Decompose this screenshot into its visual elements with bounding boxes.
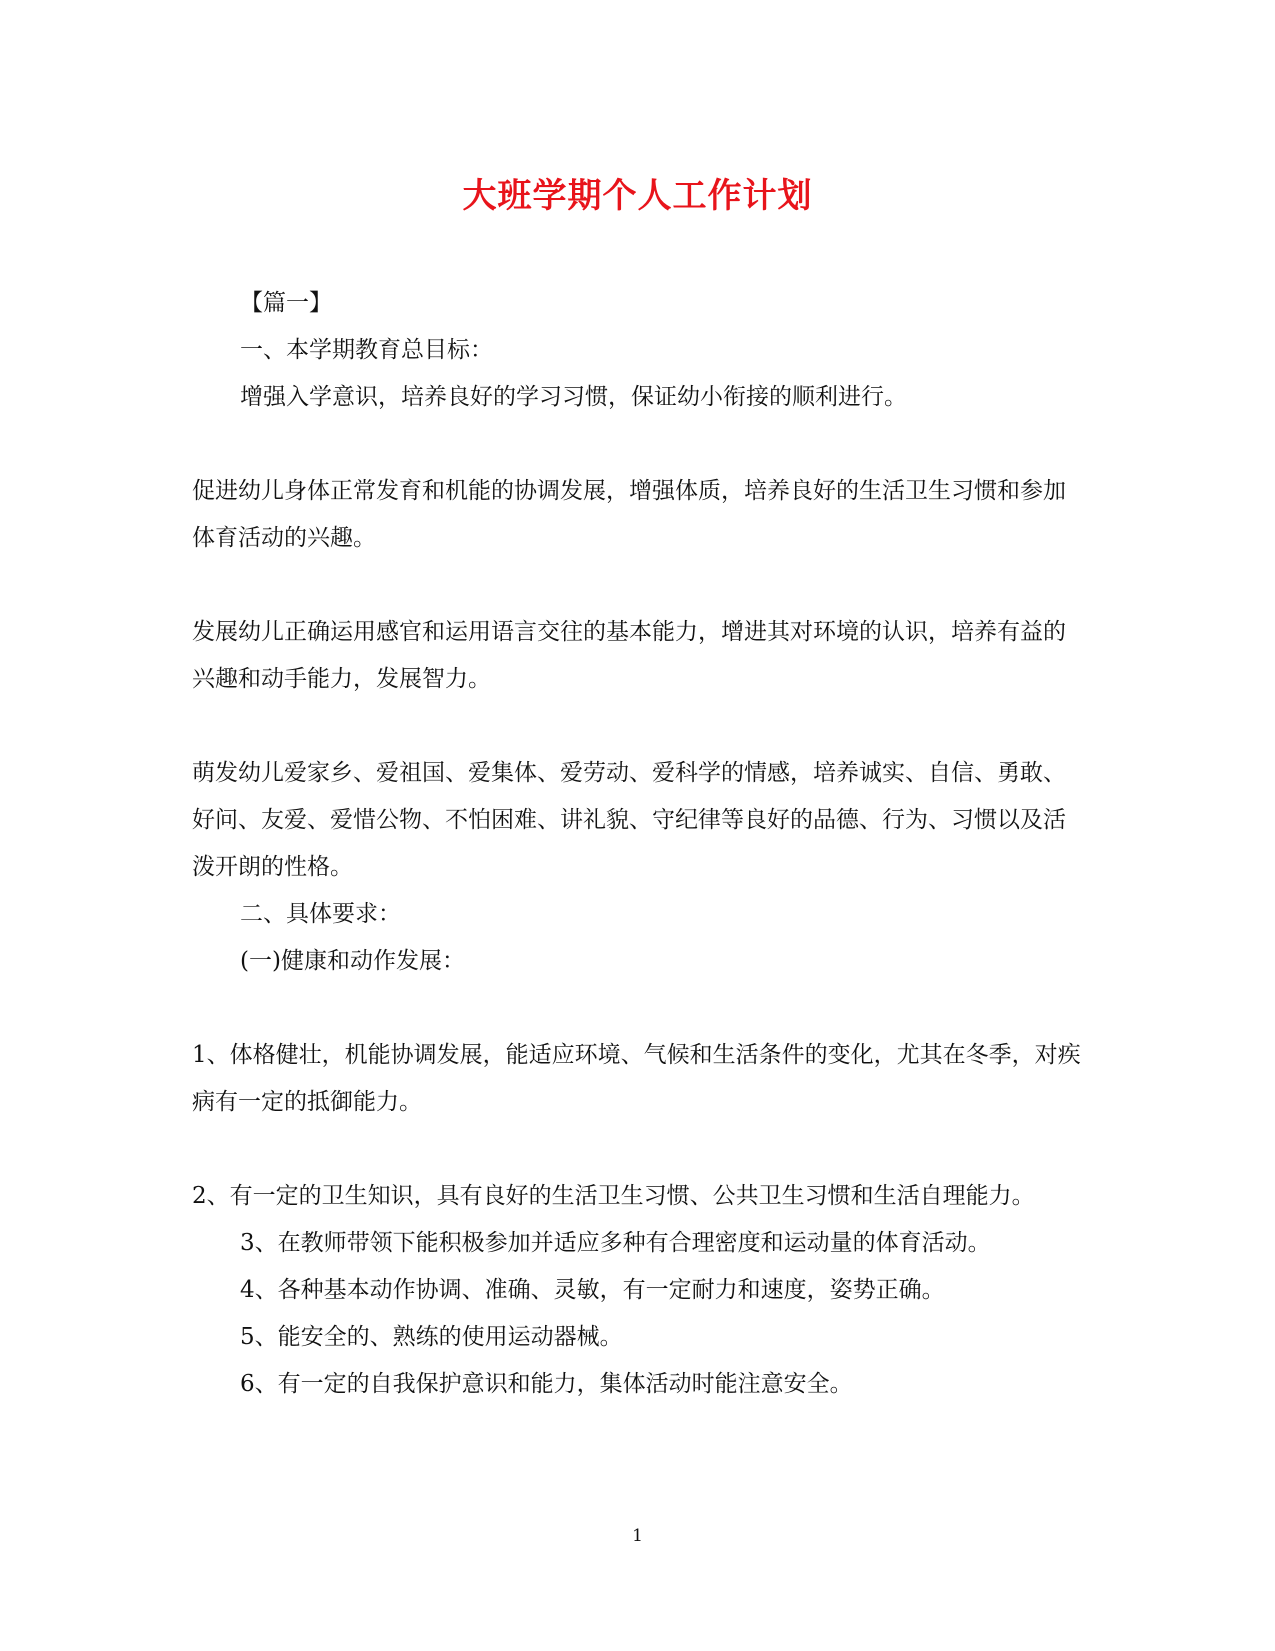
- page-number: 1: [632, 1526, 643, 1546]
- list-item: 5、能安全的、熟练的使用运动器械。: [240, 1324, 623, 1350]
- document-body: [192, 280, 1082, 1408]
- paragraph: 萌发幼儿爱家乡、爱祖国、爱集体、爱劳动、爱科学的情感，培养诚实、自信、勇敢、好问、友爱、爱惜公物、不怕困难、讲礼貌、守纪律等良好的品德、行为、习惯以及活泼开朗的性格。: [192, 760, 1066, 880]
- list-item: 6、有一定的自我保护意识和能力，集体活动时能注意安全。: [240, 1371, 853, 1397]
- paragraph: 发展幼儿正确运用感官和运用语言交往的基本能力，增进其对环境的认识，培养有益的兴趣和动手能力，发展智力。: [192, 619, 1066, 692]
- section-title-goals: 一、本学期教育总目标：: [240, 337, 493, 363]
- subsection-title-health: (一)健康和动作发展：: [240, 948, 465, 974]
- list-item: 4、各种基本动作协调、准确、灵敏，有一定耐力和速度，姿势正确。: [240, 1277, 945, 1303]
- paragraph: 促进幼儿身体正常发育和机能的协调发展，增强体质，培养良好的生活卫生习惯和参加体育活动的兴趣。: [192, 478, 1066, 551]
- document-title: 大班学期个人工作计划: [462, 176, 813, 216]
- section-heading: 【篇一】: [240, 290, 332, 316]
- paragraph: 增强入学意识，培养良好的学习习惯，保证幼小衔接的顺利进行。: [240, 384, 907, 410]
- list-item: 2、有一定的卫生知识，具有良好的生活卫生习惯、公共卫生习惯和生活自理能力。: [192, 1183, 1035, 1209]
- section-title-requirements: 二、具体要求：: [240, 901, 401, 927]
- list-item: 1、体格健壮，机能协调发展，能适应环境、气候和生活条件的变化，尤其在冬季，对疾病有一定的抵御能力。: [192, 1042, 1081, 1115]
- list-item: 3、在教师带领下能积极参加并适应多种有合理密度和运动量的体育活动。: [240, 1230, 991, 1256]
